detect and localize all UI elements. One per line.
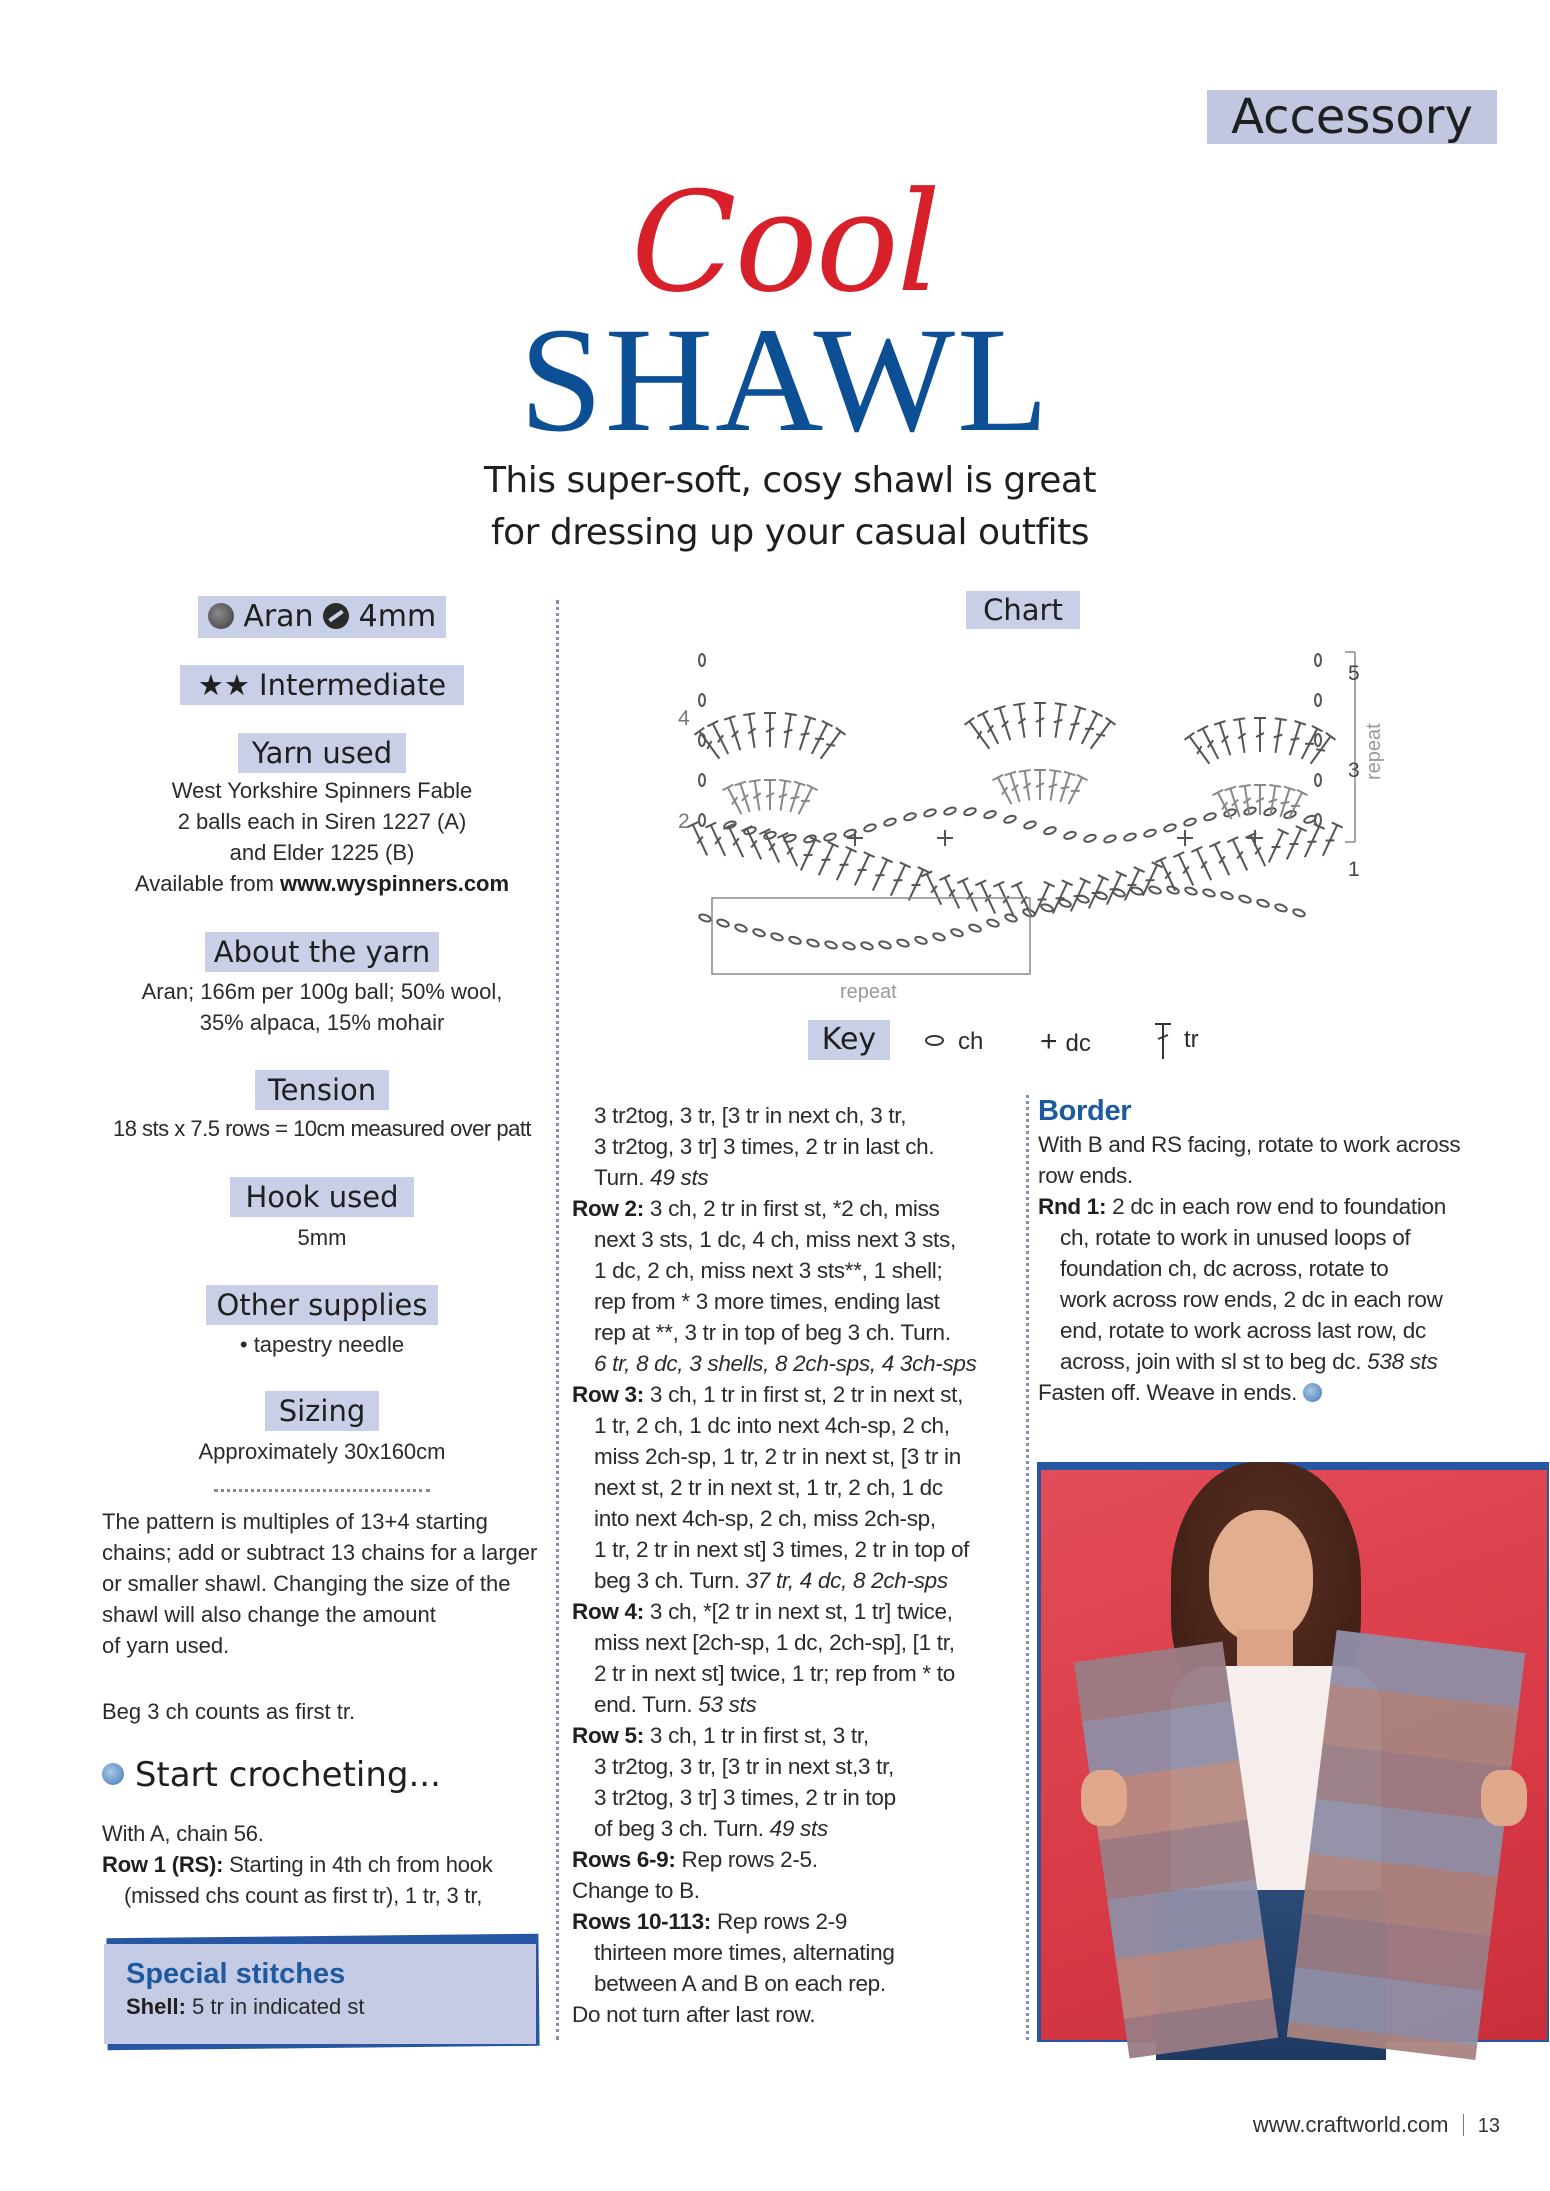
page-number: 13 xyxy=(1477,2115,1500,2137)
row-4-line xyxy=(572,1689,1022,1720)
tr-symbol xyxy=(1270,718,1287,753)
ch-symbol xyxy=(752,928,765,938)
ch-symbol xyxy=(883,817,896,827)
tr-symbol xyxy=(806,721,832,757)
ch-symbol xyxy=(1203,812,1216,822)
dc-symbol-icon: + xyxy=(1040,1025,1058,1058)
tr-symbol xyxy=(867,857,892,893)
ch-symbol xyxy=(823,832,836,842)
ch-symbol xyxy=(699,694,705,706)
rnd-1-line: end, rotate to work across last row, dc xyxy=(1060,1318,1426,1343)
rows-10-113-line: Rep rows 2-9 xyxy=(716,1909,848,1934)
tr-symbol xyxy=(780,713,797,748)
ch-symbol xyxy=(1040,903,1053,913)
tr-symbol xyxy=(993,882,1018,918)
chart-heading: Chart xyxy=(966,591,1080,629)
yarn-ball-icon xyxy=(1303,1383,1322,1402)
chain-symbol-icon xyxy=(925,1035,944,1046)
key-chain xyxy=(925,1024,983,1060)
rnd-1-line xyxy=(1038,1346,1508,1377)
row-3-line: next st, 2 tr in next st, 1 tr, 2 ch, 1 dc xyxy=(594,1475,943,1500)
rnd-1-line: 2 dc in each row end to foundation xyxy=(1112,1194,1446,1219)
row-1-line: 3 tr2tog, 3 tr] 3 times, 2 tr in last ch. xyxy=(594,1134,935,1159)
row-5-line: 3 tr2tog, 3 tr] 3 times, 2 tr in top xyxy=(594,1785,896,1810)
tr-symbol xyxy=(764,780,776,810)
row-3-line xyxy=(572,1565,1022,1596)
tr-symbol xyxy=(707,721,733,757)
row-5-line xyxy=(572,1813,1022,1844)
ch-symbol xyxy=(1202,888,1215,898)
note-line: The pattern is multiples of 13+4 starting xyxy=(102,1509,488,1534)
tr-symbol xyxy=(1013,703,1030,738)
tr-symbol xyxy=(1296,726,1322,762)
hook-used-text: 5mm xyxy=(297,1225,347,1250)
ch-symbol xyxy=(1094,891,1107,901)
row-number-2: 2 xyxy=(678,810,690,833)
tr-symbol xyxy=(1045,770,1062,802)
ch-symbol xyxy=(699,774,705,786)
tr-symbol xyxy=(1185,733,1215,768)
dc-symbol xyxy=(1247,830,1263,846)
row-number-5: 5 xyxy=(1348,662,1360,685)
tr-symbol xyxy=(1050,703,1067,738)
rnd-1-text xyxy=(1038,1191,1508,1222)
spec-yarn-hook-badge xyxy=(198,596,446,638)
tr-symbol xyxy=(1034,770,1046,800)
hook-icon xyxy=(323,603,349,629)
ch-symbol xyxy=(1292,908,1305,918)
ch-symbol xyxy=(734,923,747,933)
ch-symbol xyxy=(986,918,999,928)
ch-symbol xyxy=(863,823,876,833)
rows-6-9-label: Rows 6-9: xyxy=(572,1847,676,1872)
ch-symbol xyxy=(1315,654,1321,666)
ch-symbol xyxy=(1183,817,1196,827)
ch-symbol xyxy=(1163,823,1176,833)
note-line: of yarn used. xyxy=(102,1633,230,1658)
hook-size: 4mm xyxy=(358,599,437,634)
ch-symbol xyxy=(1315,694,1321,706)
row-3-label: Row 3: xyxy=(572,1382,644,1407)
row-2-line: 1 dc, 2 ch, miss next 3 sts**, 1 shell; xyxy=(594,1258,943,1283)
tr-symbol xyxy=(1263,829,1288,865)
dotted-separator xyxy=(214,1489,430,1492)
yarn-ball-icon xyxy=(102,1763,124,1785)
tr-symbol xyxy=(794,716,816,752)
about-line: Aran; 166m per 100g ball; 50% wool, xyxy=(141,979,503,1004)
about-line: 35% alpaca, 15% mohair xyxy=(199,1010,445,1035)
tr-symbol xyxy=(1064,706,1086,742)
row-3-turn: beg 3 ch. Turn. xyxy=(594,1568,740,1593)
tr-symbol xyxy=(849,852,874,888)
section-tag xyxy=(1207,90,1497,144)
key-dc xyxy=(1040,1024,1091,1062)
rnd-1-line-end: across, join with sl st to beg dc. xyxy=(1060,1349,1362,1374)
stitch-count: 53 sts xyxy=(698,1692,757,1717)
row-5-line: 3 tr2tog, 3 tr, [3 tr in next st,3 tr, xyxy=(594,1754,894,1779)
ch-symbol xyxy=(743,826,756,836)
ch-symbol xyxy=(1315,814,1321,826)
ch-symbol xyxy=(698,913,711,923)
stitch-count: 49 sts xyxy=(769,1816,828,1841)
note-line: or smaller shawl. Changing the size of the xyxy=(102,1571,511,1596)
start-heading-text: Start crocheting... xyxy=(134,1755,441,1795)
tr-symbol xyxy=(743,713,760,748)
yarn-ball-icon xyxy=(208,603,234,629)
ch-symbol xyxy=(770,932,783,942)
tr-symbol xyxy=(749,780,766,812)
ch-symbol xyxy=(1043,826,1056,836)
tr-symbol xyxy=(1233,718,1250,753)
ch-symbol xyxy=(943,806,956,816)
tr-symbol xyxy=(1254,718,1266,752)
row-1-turn: Turn. xyxy=(594,1165,645,1190)
difficulty-level: Intermediate xyxy=(259,668,447,702)
ch-symbol xyxy=(860,941,873,951)
subtitle xyxy=(400,455,1180,559)
shell-text: 5 tr in indicated st xyxy=(192,1994,365,2019)
tr-symbol xyxy=(695,728,725,763)
tr-symbol xyxy=(724,716,746,752)
row-number-1: 1 xyxy=(1348,858,1360,881)
dc-symbol xyxy=(1177,830,1193,846)
border-intro-line: With B and RS facing, rotate to work across xyxy=(1038,1132,1461,1157)
about-yarn-text xyxy=(60,976,584,1038)
rnd-1-line: work across row ends, 2 dc in each row xyxy=(1060,1287,1443,1312)
row-4-line: 2 tr in next st] twice, 1 tr; rep from * to xyxy=(594,1661,955,1686)
ch-symbol xyxy=(806,938,819,948)
key-tr-label: tr xyxy=(1184,1026,1199,1053)
title-shawl: SHAWL xyxy=(519,297,1051,463)
stitch-count: 538 sts xyxy=(1367,1349,1438,1374)
row-3-line: miss 2ch-sp, 1 tr, 2 tr in next st, [3 tr in xyxy=(594,1444,961,1469)
ch-symbol xyxy=(878,940,891,950)
subtitle-line-2: for dressing up your casual outfits xyxy=(490,512,1089,553)
yarn-availability xyxy=(60,868,584,899)
footer-divider xyxy=(1463,2114,1464,2136)
tr-symbol xyxy=(1191,847,1216,883)
tr-symbol xyxy=(977,711,1003,747)
fasten-off-text xyxy=(1038,1377,1508,1408)
special-stitches-box xyxy=(104,1944,536,2044)
divider-right xyxy=(1026,1095,1029,2040)
tr-symbol xyxy=(1034,703,1046,737)
ch-symbol xyxy=(1063,831,1076,841)
tr-symbol xyxy=(1076,711,1102,747)
row-number-3: 3 xyxy=(1348,759,1360,782)
tr-symbol xyxy=(1197,726,1223,762)
row-3-text xyxy=(572,1379,1022,1410)
special-stitches-heading: Special stitches xyxy=(126,1958,346,1990)
rnd-1-line: ch, rotate to work in unused loops of xyxy=(1060,1225,1411,1250)
tr-symbol xyxy=(831,847,856,883)
rows-10-113-line: thirteen more times, alternating xyxy=(594,1940,895,1965)
tension-heading: Tension xyxy=(255,1070,389,1110)
tr-symbol xyxy=(777,833,802,869)
rows-6-9-text xyxy=(572,1844,1022,1875)
border-heading: Border xyxy=(1038,1095,1132,1127)
ch-symbol xyxy=(1023,820,1036,830)
ch-symbol xyxy=(1148,885,1161,895)
row-5-line: 3 ch, 1 tr in first st, 3 tr, xyxy=(649,1723,869,1748)
tr-symbol xyxy=(759,829,784,865)
row-3-line: into next 4ch-sp, 2 ch, miss 2ch-sp, xyxy=(594,1506,936,1531)
about-yarn-heading: About the yarn xyxy=(205,932,439,972)
start-instructions xyxy=(102,1818,554,1911)
tension-text: 18 sts x 7.5 rows = 10cm measured over patt xyxy=(112,1116,532,1141)
ch-symbol xyxy=(1004,913,1017,923)
ch-symbol xyxy=(1315,734,1321,746)
ch-symbol xyxy=(1274,903,1287,913)
key-chain-label: ch xyxy=(958,1028,984,1055)
dc-symbol xyxy=(847,830,863,846)
rows-10-113-text xyxy=(572,1906,1022,1937)
note-line: chains; add or subtract 13 chains for a larger xyxy=(102,1540,538,1565)
row-2-line: rep at **, 3 tr in top of beg 3 ch. Turn. xyxy=(594,1320,951,1345)
rnd-1-line: foundation ch, dc across, rotate to xyxy=(1060,1256,1389,1281)
beg-note: Beg 3 ch counts as first tr. xyxy=(102,1699,356,1724)
ch-symbol xyxy=(1076,894,1089,904)
ch-symbol xyxy=(699,814,705,826)
sizing-text: Approximately 30x160cm xyxy=(198,1439,446,1464)
ch-symbol xyxy=(932,932,945,942)
yarn-weight: Aran xyxy=(243,599,314,634)
rnd-1-label: Rnd 1: xyxy=(1038,1194,1107,1219)
star-icon: ★★ xyxy=(197,668,250,702)
crochet-chart xyxy=(660,640,1385,1010)
last-row-note: Do not turn after last row. xyxy=(572,2002,816,2027)
other-supplies-heading: Other supplies xyxy=(206,1285,438,1325)
tr-symbol xyxy=(775,780,792,812)
row-2-line: next 3 sts, 1 dc, 4 ch, miss next 3 sts, xyxy=(594,1227,956,1252)
row-4-label: Row 4: xyxy=(572,1599,644,1624)
repeat-label-bottom: repeat xyxy=(840,981,897,1003)
start-intro: With A, chain 56. xyxy=(102,1821,264,1846)
ch-symbol xyxy=(914,935,927,945)
yarn-used-text xyxy=(60,775,584,899)
rows-10-113-label: Rows 10-113: xyxy=(572,1909,711,1934)
border-intro-line: row ends. xyxy=(1038,1163,1133,1188)
key-tr xyxy=(1152,1018,1199,1063)
tr-symbol xyxy=(1284,721,1306,757)
row-1-line: Starting in 4th ch from hook xyxy=(229,1852,493,1877)
shell-label: Shell: xyxy=(126,1994,186,2019)
tr-symbol xyxy=(1019,770,1036,802)
yarn-line: and Elder 1225 (B) xyxy=(229,840,415,865)
instructions-middle xyxy=(572,1100,1022,2030)
rows-6-9-line: Rep rows 2-5. xyxy=(681,1847,818,1872)
note-line: shawl will also change the amount xyxy=(102,1602,436,1627)
ch-symbol xyxy=(1166,885,1179,895)
other-supplies-text: • tapestry needle xyxy=(239,1332,405,1357)
key-heading: Key xyxy=(808,1020,890,1060)
tr-symbol xyxy=(921,871,946,907)
hook-used-heading: Hook used xyxy=(230,1177,414,1217)
stitch-count: 37 tr, 4 dc, 8 2ch-sps xyxy=(745,1568,948,1593)
ch-symbol xyxy=(699,654,705,666)
footer-website-link[interactable]: www.craftworld.com xyxy=(1252,2112,1449,2137)
sizing-heading: Sizing xyxy=(265,1391,379,1431)
tr-symbol xyxy=(1239,785,1256,817)
ch-symbol xyxy=(1315,774,1321,786)
ch-symbol xyxy=(1103,834,1116,844)
ch-symbol xyxy=(923,808,936,818)
yarn-website-link[interactable]: www.wyspinners.com xyxy=(280,871,510,896)
ch-symbol xyxy=(1238,894,1251,904)
section-tag-text: Accessory xyxy=(1231,89,1473,145)
row-2-line: 3 ch, 2 tr in first st, *2 ch, miss xyxy=(649,1196,940,1221)
ch-symbol xyxy=(1058,898,1071,908)
tr-symbol xyxy=(1214,721,1236,757)
yarn-used-heading: Yarn used xyxy=(238,733,406,773)
tr-symbol xyxy=(965,718,995,753)
stitch-count: 49 sts xyxy=(650,1165,709,1190)
ch-symbol xyxy=(1184,886,1197,896)
ch-symbol xyxy=(896,938,909,948)
difficulty-badge xyxy=(180,665,464,705)
row-number-4: 4 xyxy=(678,707,690,730)
row-2-line: rep from * 3 more times, ending last xyxy=(594,1289,940,1314)
ch-symbol xyxy=(963,807,976,817)
yarn-line: 2 balls each in Siren 1227 (A) xyxy=(177,809,467,834)
row-3-line: 3 ch, 1 tr in first st, 2 tr in next st, xyxy=(649,1382,964,1407)
row-1-label: Row 1 (RS): xyxy=(102,1852,224,1877)
ch-symbol xyxy=(903,812,916,822)
tr-symbol xyxy=(1227,837,1252,873)
ch-symbol xyxy=(1256,898,1269,908)
row-1-line: 3 tr2tog, 3 tr, [3 tr in next ch, 3 tr, xyxy=(594,1103,907,1128)
row-1-line xyxy=(572,1162,1022,1193)
ch-symbol xyxy=(1123,832,1136,842)
tr-symbol xyxy=(1086,718,1116,753)
tr-symbol xyxy=(885,862,910,898)
pattern-note xyxy=(102,1506,552,1661)
ch-symbol xyxy=(1003,814,1016,824)
row-5-text xyxy=(572,1720,1022,1751)
title-cool: Cool xyxy=(631,162,939,323)
row-5-turn: of beg 3 ch. Turn. xyxy=(594,1816,764,1841)
row-2-label: Row 2: xyxy=(572,1196,644,1221)
border-section xyxy=(1038,1093,1508,1408)
tr-symbol xyxy=(816,728,846,763)
stitch-count: 6 tr, 8 dc, 3 shells, 8 2ch-sps, 4 3ch-sps xyxy=(594,1351,977,1376)
tr-symbol xyxy=(1173,852,1198,888)
change-colour-text: Change to B. xyxy=(572,1878,700,1903)
row-3-line: 1 tr, 2 tr in next st] 3 times, 2 tr in top of xyxy=(594,1537,970,1562)
tr-symbol xyxy=(994,706,1016,742)
ch-symbol xyxy=(1143,828,1156,838)
footer xyxy=(1100,2110,1500,2141)
row-4-text xyxy=(572,1596,1022,1627)
ch-symbol xyxy=(950,928,963,938)
start-heading xyxy=(102,1753,441,1797)
ch-symbol xyxy=(983,810,996,820)
ch-symbol xyxy=(1112,888,1125,898)
ch-symbol xyxy=(842,941,855,951)
ch-symbol xyxy=(968,923,981,933)
tr-symbol xyxy=(1209,842,1234,878)
yarn-line: West Yorkshire Spinners Fable xyxy=(171,778,473,803)
ch-symbol xyxy=(1220,891,1233,901)
shell-definition xyxy=(126,1992,514,2022)
tr-symbol-icon xyxy=(1152,1019,1174,1063)
repeat-label-side: repeat xyxy=(1363,723,1385,780)
ch-symbol xyxy=(824,940,837,950)
row-2-text xyxy=(572,1193,1022,1224)
row-4-turn: end. Turn. xyxy=(594,1692,693,1717)
ch-symbol xyxy=(1130,886,1143,896)
ch-symbol xyxy=(1083,833,1096,843)
row-5-label: Row 5: xyxy=(572,1723,644,1748)
ch-symbol xyxy=(788,935,801,945)
dc-symbol xyxy=(937,830,953,846)
available-prefix: Available from xyxy=(134,871,281,896)
subtitle-line-1: This super-soft, cosy shawl is great xyxy=(483,460,1097,501)
row-1-line: (missed chs count as first tr), 1 tr, 3 tr, xyxy=(124,1883,483,1908)
rows-10-113-line: between A and B on each rep. xyxy=(594,1971,886,1996)
row-1-text xyxy=(102,1849,554,1880)
tr-symbol xyxy=(687,822,712,858)
tr-symbol xyxy=(1265,785,1282,817)
tr-symbol xyxy=(1119,867,1144,903)
fasten-off-line: Fasten off. Weave in ends. xyxy=(1038,1380,1298,1405)
ch-symbol xyxy=(716,918,729,928)
row-3-line: 1 tr, 2 ch, 1 dc into next 4ch-sp, 2 ch, xyxy=(594,1413,950,1438)
row-4-line: miss next [2ch-sp, 1 dc, 2ch-sp], [1 tr, xyxy=(594,1630,955,1655)
tr-symbol xyxy=(813,842,838,878)
model-photo xyxy=(1037,1462,1549,2042)
key-dc-label: dc xyxy=(1065,1030,1091,1057)
tr-symbol xyxy=(764,713,776,747)
row-4-line: 3 ch, *[2 tr in next st, 1 tr] twice, xyxy=(649,1599,953,1624)
